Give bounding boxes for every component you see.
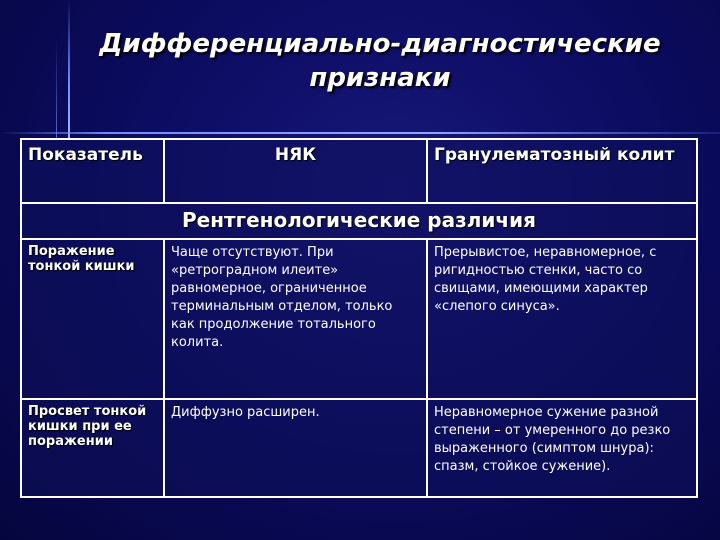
table-row (21, 399, 697, 497)
table-header-row (21, 139, 697, 203)
section-title: Рентгенологические различия (21, 203, 697, 239)
row-label-lumen: Просвет тонкой кишки при ее поражении (21, 399, 164, 497)
slide-title (80, 27, 680, 95)
header-indicator: Показатель (21, 139, 164, 203)
comparison-table (20, 138, 698, 498)
decorative-vertical-line-thin (56, 40, 57, 138)
cell-nyak-small-intestine: Чаще отсутствуют. При «ретроградном илеите» равномерное, ограниченное терминальным отделом, только как продолжение тотального колита. (164, 239, 427, 399)
row-label-small-intestine: Поражение тонкой кишки (21, 239, 164, 399)
decorative-vertical-line (68, 0, 70, 138)
header-nyak: НЯК (164, 139, 427, 203)
header-granulomatous: Гранулематозный колит (427, 139, 697, 203)
slide-title-line1: Дифференциально-диагностические (99, 29, 661, 59)
table-row (21, 239, 697, 399)
cell-granulomatous-lumen: Неравномерное сужение разной степени – от умеренного до резко выраженного (симптом шнура): спазм, стойкое сужение). (427, 399, 697, 497)
decorative-horizontal-line (0, 132, 720, 134)
cell-nyak-lumen: Диффузно расширен. (164, 399, 427, 497)
slide-title-line2: признаки (309, 63, 451, 93)
table-section-row (21, 203, 697, 239)
cell-granulomatous-small-intestine: Прерывистое, неравномерное, с ригидностью стенки, часто со свищами, имеющими характер «слепого синуса». (427, 239, 697, 399)
